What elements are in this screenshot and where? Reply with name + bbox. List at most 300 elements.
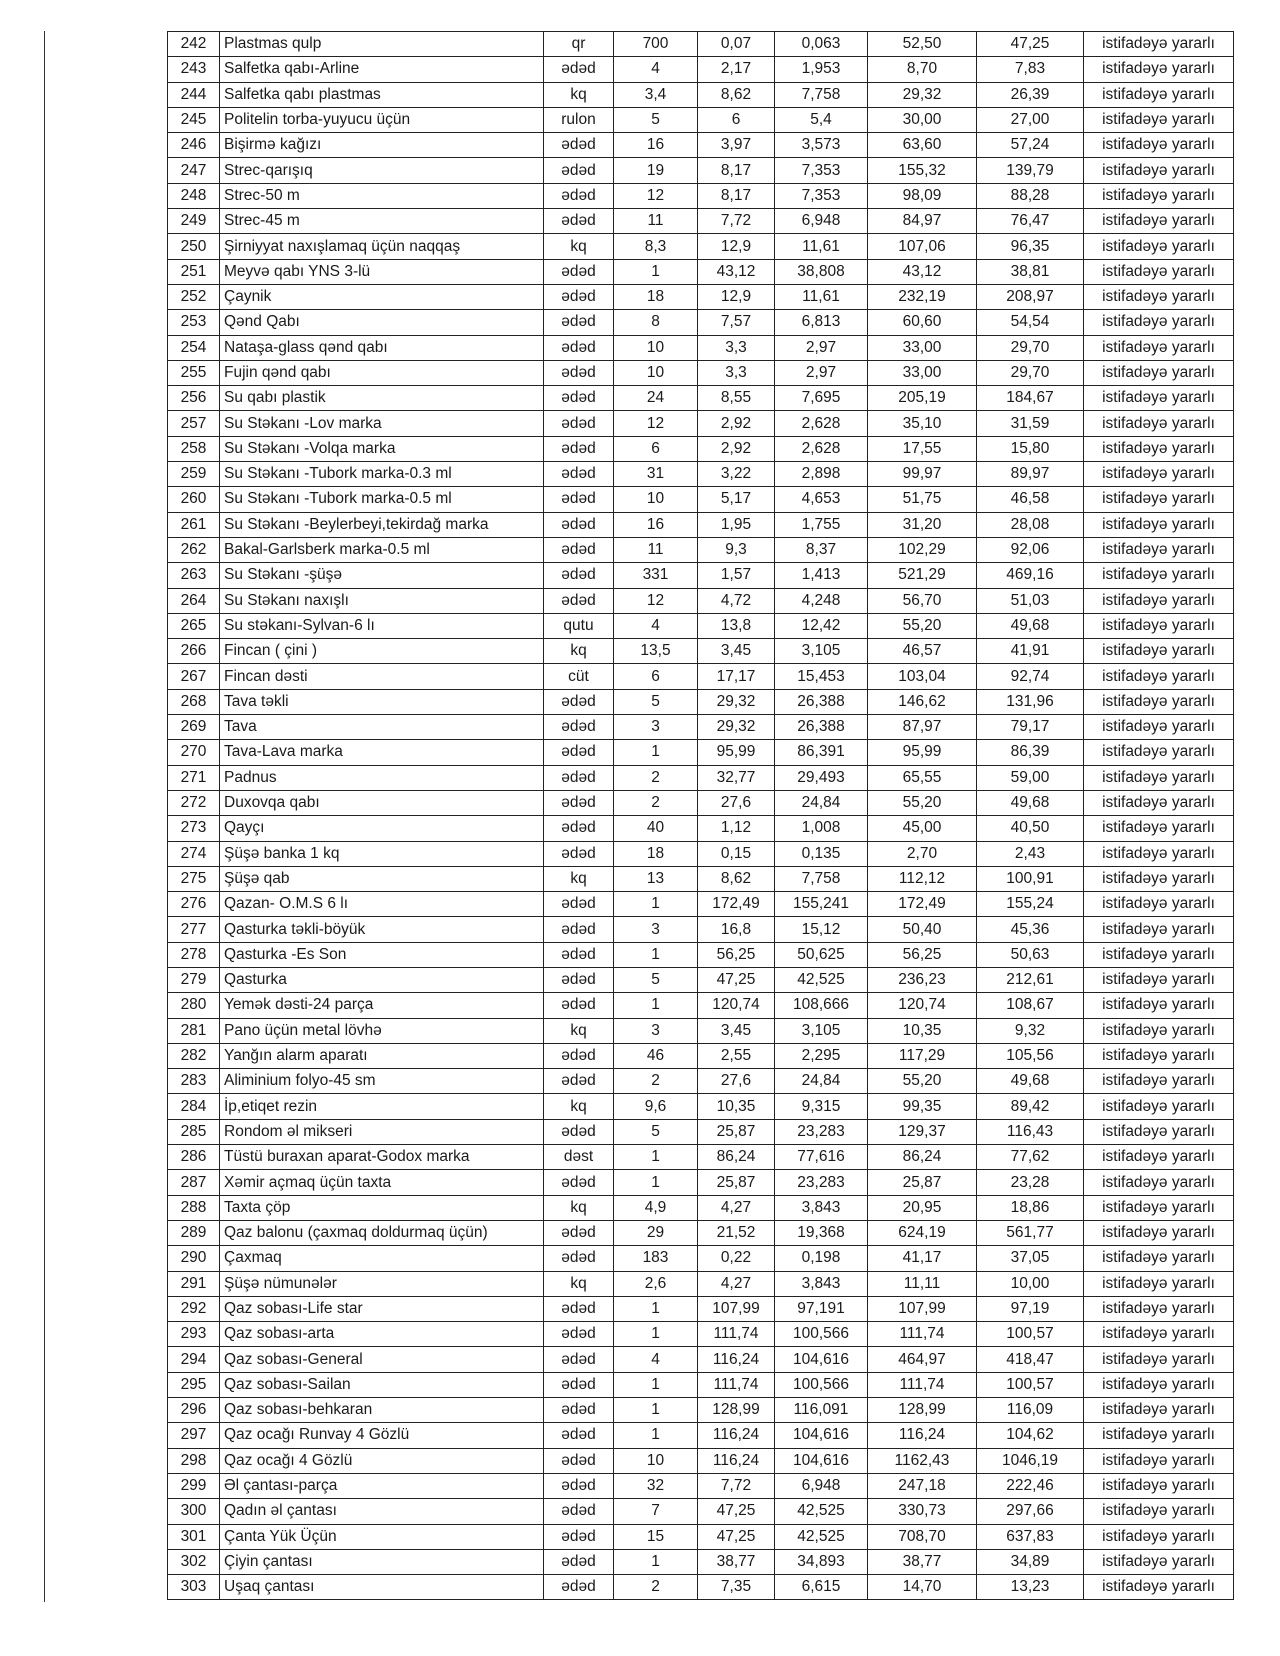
- residual-unit-price-cell: 1,755: [775, 512, 868, 537]
- residual-unit-price-cell: 11,61: [775, 234, 868, 259]
- total-amount-cell: 129,37: [868, 1119, 977, 1144]
- unit-cell: ədəd: [544, 1423, 614, 1448]
- item-name-cell: Fincan dəsti: [220, 664, 544, 689]
- quantity-cell: 18: [614, 284, 698, 309]
- table-row: [168, 335, 1234, 360]
- item-name-cell: Su stəkanı-Sylvan-6 lı: [220, 613, 544, 638]
- residual-amount-cell: 31,59: [977, 411, 1084, 436]
- unit-price-cell: 27,6: [698, 1069, 775, 1094]
- total-amount-cell: 65,55: [868, 765, 977, 790]
- condition-status-cell: istifadəyə yararlı: [1084, 82, 1234, 107]
- table-row: [168, 993, 1234, 1018]
- condition-status-cell: istifadəyə yararlı: [1084, 133, 1234, 158]
- residual-unit-price-cell: 11,61: [775, 284, 868, 309]
- table-row: [168, 664, 1234, 689]
- unit-price-cell: 17,17: [698, 664, 775, 689]
- quantity-cell: 12: [614, 411, 698, 436]
- residual-unit-price-cell: 2,295: [775, 1043, 868, 1068]
- table-row: [168, 563, 1234, 588]
- residual-unit-price-cell: 2,628: [775, 411, 868, 436]
- residual-amount-cell: 108,67: [977, 993, 1084, 1018]
- table-row: [168, 1145, 1234, 1170]
- residual-amount-cell: 89,97: [977, 462, 1084, 487]
- condition-status-cell: istifadəyə yararlı: [1084, 1575, 1234, 1600]
- residual-unit-price-cell: 6,948: [775, 1473, 868, 1498]
- residual-amount-cell: 100,91: [977, 866, 1084, 891]
- unit-price-cell: 111,74: [698, 1322, 775, 1347]
- total-amount-cell: 111,74: [868, 1372, 977, 1397]
- inventory-table-body: [168, 32, 1234, 1600]
- total-amount-cell: 11,11: [868, 1271, 977, 1296]
- item-name-cell: Qasturka: [220, 967, 544, 992]
- unit-price-cell: 116,24: [698, 1347, 775, 1372]
- table-row: [168, 740, 1234, 765]
- total-amount-cell: 41,17: [868, 1246, 977, 1271]
- row-number-cell: 264: [168, 588, 220, 613]
- item-name-cell: Qənd Qabı: [220, 310, 544, 335]
- unit-price-cell: 38,77: [698, 1549, 775, 1574]
- item-name-cell: Qaz sobası-Life star: [220, 1296, 544, 1321]
- unit-cell: qr: [544, 32, 614, 57]
- unit-price-cell: 32,77: [698, 765, 775, 790]
- condition-status-cell: istifadəyə yararlı: [1084, 386, 1234, 411]
- quantity-cell: 16: [614, 133, 698, 158]
- residual-unit-price-cell: 7,695: [775, 386, 868, 411]
- unit-price-cell: 1,12: [698, 816, 775, 841]
- residual-amount-cell: 208,97: [977, 284, 1084, 309]
- total-amount-cell: 205,19: [868, 386, 977, 411]
- row-number-cell: 301: [168, 1524, 220, 1549]
- unit-price-cell: 2,17: [698, 57, 775, 82]
- row-number-cell: 263: [168, 563, 220, 588]
- unit-cell: ədəd: [544, 133, 614, 158]
- condition-status-cell: istifadəyə yararlı: [1084, 158, 1234, 183]
- unit-price-cell: 12,9: [698, 284, 775, 309]
- residual-unit-price-cell: 26,388: [775, 715, 868, 740]
- condition-status-cell: istifadəyə yararlı: [1084, 866, 1234, 891]
- condition-status-cell: istifadəyə yararlı: [1084, 1119, 1234, 1144]
- unit-price-cell: 56,25: [698, 942, 775, 967]
- condition-status-cell: istifadəyə yararlı: [1084, 512, 1234, 537]
- residual-unit-price-cell: 8,37: [775, 537, 868, 562]
- total-amount-cell: 51,75: [868, 487, 977, 512]
- residual-unit-price-cell: 100,566: [775, 1372, 868, 1397]
- total-amount-cell: 31,20: [868, 512, 977, 537]
- item-name-cell: Fincan ( çini ): [220, 639, 544, 664]
- unit-cell: ədəd: [544, 1246, 614, 1271]
- item-name-cell: Qaz sobası-General: [220, 1347, 544, 1372]
- unit-cell: kq: [544, 234, 614, 259]
- item-name-cell: İp,etiqet rezin: [220, 1094, 544, 1119]
- row-number-cell: 248: [168, 183, 220, 208]
- row-number-cell: 274: [168, 841, 220, 866]
- unit-price-cell: 9,3: [698, 537, 775, 562]
- residual-unit-price-cell: 2,898: [775, 462, 868, 487]
- residual-unit-price-cell: 108,666: [775, 993, 868, 1018]
- condition-status-cell: istifadəyə yararlı: [1084, 1296, 1234, 1321]
- condition-status-cell: istifadəyə yararlı: [1084, 1473, 1234, 1498]
- quantity-cell: 31: [614, 462, 698, 487]
- row-number-cell: 292: [168, 1296, 220, 1321]
- item-name-cell: Tava-Lava marka: [220, 740, 544, 765]
- table-row: [168, 133, 1234, 158]
- residual-unit-price-cell: 77,616: [775, 1145, 868, 1170]
- residual-unit-price-cell: 2,97: [775, 360, 868, 385]
- unit-cell: ədəd: [544, 537, 614, 562]
- total-amount-cell: 43,12: [868, 259, 977, 284]
- condition-status-cell: istifadəyə yararlı: [1084, 740, 1234, 765]
- condition-status-cell: istifadəyə yararlı: [1084, 1499, 1234, 1524]
- table-row: [168, 1246, 1234, 1271]
- row-number-cell: 245: [168, 107, 220, 132]
- total-amount-cell: 25,87: [868, 1170, 977, 1195]
- residual-unit-price-cell: 116,091: [775, 1398, 868, 1423]
- row-number-cell: 295: [168, 1372, 220, 1397]
- unit-price-cell: 16,8: [698, 917, 775, 942]
- quantity-cell: 13: [614, 866, 698, 891]
- total-amount-cell: 45,00: [868, 816, 977, 841]
- row-number-cell: 282: [168, 1043, 220, 1068]
- unit-cell: kq: [544, 1195, 614, 1220]
- item-name-cell: Qaz ocağı 4 Gözlü: [220, 1448, 544, 1473]
- residual-amount-cell: 2,43: [977, 841, 1084, 866]
- item-name-cell: Fujin qənd qabı: [220, 360, 544, 385]
- item-name-cell: Əl çantası-parça: [220, 1473, 544, 1498]
- total-amount-cell: 8,70: [868, 57, 977, 82]
- row-number-cell: 303: [168, 1575, 220, 1600]
- residual-unit-price-cell: 4,248: [775, 588, 868, 613]
- unit-cell: ədəd: [544, 1296, 614, 1321]
- unit-price-cell: 172,49: [698, 892, 775, 917]
- item-name-cell: Xəmir açmaq üçün taxta: [220, 1170, 544, 1195]
- unit-cell: ədəd: [544, 1069, 614, 1094]
- quantity-cell: 10: [614, 487, 698, 512]
- total-amount-cell: 1162,43: [868, 1448, 977, 1473]
- unit-cell: ədəd: [544, 462, 614, 487]
- total-amount-cell: 128,99: [868, 1398, 977, 1423]
- total-amount-cell: 33,00: [868, 360, 977, 385]
- table-row: [168, 284, 1234, 309]
- row-number-cell: 269: [168, 715, 220, 740]
- quantity-cell: 40: [614, 816, 698, 841]
- unit-price-cell: 47,25: [698, 1499, 775, 1524]
- quantity-cell: 3: [614, 917, 698, 942]
- unit-price-cell: 4,27: [698, 1271, 775, 1296]
- quantity-cell: 4: [614, 1347, 698, 1372]
- total-amount-cell: 55,20: [868, 613, 977, 638]
- row-number-cell: 265: [168, 613, 220, 638]
- residual-amount-cell: 29,70: [977, 335, 1084, 360]
- unit-cell: ədəd: [544, 816, 614, 841]
- total-amount-cell: 52,50: [868, 32, 977, 57]
- unit-price-cell: 116,24: [698, 1423, 775, 1448]
- table-row: [168, 158, 1234, 183]
- unit-cell: ədəd: [544, 841, 614, 866]
- unit-price-cell: 95,99: [698, 740, 775, 765]
- condition-status-cell: istifadəyə yararlı: [1084, 259, 1234, 284]
- residual-amount-cell: 51,03: [977, 588, 1084, 613]
- table-row: [168, 639, 1234, 664]
- unit-price-cell: 13,8: [698, 613, 775, 638]
- item-name-cell: Qaz sobası-arta: [220, 1322, 544, 1347]
- quantity-cell: 11: [614, 209, 698, 234]
- total-amount-cell: 56,25: [868, 942, 977, 967]
- quantity-cell: 2: [614, 765, 698, 790]
- residual-unit-price-cell: 3,843: [775, 1195, 868, 1220]
- row-number-cell: 288: [168, 1195, 220, 1220]
- table-row: [168, 967, 1234, 992]
- unit-price-cell: 0,07: [698, 32, 775, 57]
- total-amount-cell: 17,55: [868, 436, 977, 461]
- quantity-cell: 3,4: [614, 82, 698, 107]
- residual-amount-cell: 297,66: [977, 1499, 1084, 1524]
- quantity-cell: 13,5: [614, 639, 698, 664]
- residual-amount-cell: 47,25: [977, 32, 1084, 57]
- unit-price-cell: 47,25: [698, 1524, 775, 1549]
- table-row: [168, 234, 1234, 259]
- row-number-cell: 275: [168, 866, 220, 891]
- quantity-cell: 2: [614, 1575, 698, 1600]
- total-amount-cell: 86,24: [868, 1145, 977, 1170]
- quantity-cell: 1: [614, 259, 698, 284]
- row-number-cell: 259: [168, 462, 220, 487]
- item-name-cell: Su Stəkanı -Lov marka: [220, 411, 544, 436]
- unit-price-cell: 7,57: [698, 310, 775, 335]
- residual-amount-cell: 9,32: [977, 1018, 1084, 1043]
- table-row: [168, 689, 1234, 714]
- quantity-cell: 1: [614, 942, 698, 967]
- total-amount-cell: 87,97: [868, 715, 977, 740]
- quantity-cell: 2,6: [614, 1271, 698, 1296]
- condition-status-cell: istifadəyə yararlı: [1084, 967, 1234, 992]
- residual-unit-price-cell: 7,758: [775, 866, 868, 891]
- residual-unit-price-cell: 23,283: [775, 1119, 868, 1144]
- unit-price-cell: 29,32: [698, 715, 775, 740]
- residual-amount-cell: 45,36: [977, 917, 1084, 942]
- quantity-cell: 2: [614, 1069, 698, 1094]
- item-name-cell: Qazan- O.M.S 6 lı: [220, 892, 544, 917]
- quantity-cell: 1: [614, 1423, 698, 1448]
- table-row: [168, 613, 1234, 638]
- unit-cell: ədəd: [544, 917, 614, 942]
- condition-status-cell: istifadəyə yararlı: [1084, 310, 1234, 335]
- residual-unit-price-cell: 29,493: [775, 765, 868, 790]
- table-row: [168, 1170, 1234, 1195]
- total-amount-cell: 56,70: [868, 588, 977, 613]
- condition-status-cell: istifadəyə yararlı: [1084, 790, 1234, 815]
- item-name-cell: Strec-50 m: [220, 183, 544, 208]
- row-number-cell: 243: [168, 57, 220, 82]
- item-name-cell: Su Stəkanı -Tubork marka-0.3 ml: [220, 462, 544, 487]
- item-name-cell: Çanta Yük Üçün: [220, 1524, 544, 1549]
- unit-price-cell: 0,15: [698, 841, 775, 866]
- quantity-cell: 32: [614, 1473, 698, 1498]
- unit-cell: rulon: [544, 107, 614, 132]
- residual-unit-price-cell: 50,625: [775, 942, 868, 967]
- item-name-cell: Şüşə nümunələr: [220, 1271, 544, 1296]
- table-row: [168, 57, 1234, 82]
- row-number-cell: 247: [168, 158, 220, 183]
- table-row: [168, 917, 1234, 942]
- condition-status-cell: istifadəyə yararlı: [1084, 639, 1234, 664]
- condition-status-cell: istifadəyə yararlı: [1084, 1195, 1234, 1220]
- condition-status-cell: istifadəyə yararlı: [1084, 32, 1234, 57]
- item-name-cell: Salfetka qabı-Arline: [220, 57, 544, 82]
- unit-cell: ədəd: [544, 1322, 614, 1347]
- unit-price-cell: 6: [698, 107, 775, 132]
- condition-status-cell: istifadəyə yararlı: [1084, 942, 1234, 967]
- quantity-cell: 5: [614, 967, 698, 992]
- table-row: [168, 1018, 1234, 1043]
- unit-price-cell: 27,6: [698, 790, 775, 815]
- residual-amount-cell: 100,57: [977, 1322, 1084, 1347]
- residual-amount-cell: 184,67: [977, 386, 1084, 411]
- condition-status-cell: istifadəyə yararlı: [1084, 1372, 1234, 1397]
- condition-status-cell: istifadəyə yararlı: [1084, 335, 1234, 360]
- unit-cell: ədəd: [544, 1448, 614, 1473]
- table-row: [168, 537, 1234, 562]
- residual-amount-cell: 50,63: [977, 942, 1084, 967]
- residual-unit-price-cell: 4,653: [775, 487, 868, 512]
- quantity-cell: 2: [614, 790, 698, 815]
- quantity-cell: 24: [614, 386, 698, 411]
- residual-amount-cell: 28,08: [977, 512, 1084, 537]
- unit-cell: ədəd: [544, 740, 614, 765]
- table-row: [168, 1119, 1234, 1144]
- unit-price-cell: 111,74: [698, 1372, 775, 1397]
- quantity-cell: 1: [614, 1372, 698, 1397]
- unit-price-cell: 0,22: [698, 1246, 775, 1271]
- residual-amount-cell: 79,17: [977, 715, 1084, 740]
- total-amount-cell: 624,19: [868, 1220, 977, 1245]
- condition-status-cell: istifadəyə yararlı: [1084, 563, 1234, 588]
- item-name-cell: Su Stəkanı -Tubork marka-0.5 ml: [220, 487, 544, 512]
- residual-unit-price-cell: 19,368: [775, 1220, 868, 1245]
- residual-amount-cell: 116,43: [977, 1119, 1084, 1144]
- unit-price-cell: 2,92: [698, 436, 775, 461]
- condition-status-cell: istifadəyə yararlı: [1084, 613, 1234, 638]
- unit-cell: ədəd: [544, 892, 614, 917]
- unit-price-cell: 7,72: [698, 1473, 775, 1498]
- row-number-cell: 297: [168, 1423, 220, 1448]
- residual-amount-cell: 10,00: [977, 1271, 1084, 1296]
- unit-cell: ədəd: [544, 1524, 614, 1549]
- quantity-cell: 4: [614, 57, 698, 82]
- unit-cell: ədəd: [544, 284, 614, 309]
- item-name-cell: Bişirmə kağızı: [220, 133, 544, 158]
- item-name-cell: Qaz sobası-Sailan: [220, 1372, 544, 1397]
- condition-status-cell: istifadəyə yararlı: [1084, 993, 1234, 1018]
- row-number-cell: 262: [168, 537, 220, 562]
- quantity-cell: 5: [614, 107, 698, 132]
- item-name-cell: Aliminium folyo-45 sm: [220, 1069, 544, 1094]
- residual-unit-price-cell: 2,97: [775, 335, 868, 360]
- unit-price-cell: 8,17: [698, 183, 775, 208]
- residual-unit-price-cell: 9,315: [775, 1094, 868, 1119]
- unit-cell: kq: [544, 866, 614, 891]
- quantity-cell: 3: [614, 1018, 698, 1043]
- unit-cell: qutu: [544, 613, 614, 638]
- residual-amount-cell: 59,00: [977, 765, 1084, 790]
- residual-amount-cell: 100,57: [977, 1372, 1084, 1397]
- condition-status-cell: istifadəyə yararlı: [1084, 57, 1234, 82]
- unit-price-cell: 3,3: [698, 335, 775, 360]
- condition-status-cell: istifadəyə yararlı: [1084, 1170, 1234, 1195]
- residual-amount-cell: 40,50: [977, 816, 1084, 841]
- quantity-cell: 183: [614, 1246, 698, 1271]
- quantity-cell: 19: [614, 158, 698, 183]
- residual-amount-cell: 92,06: [977, 537, 1084, 562]
- unit-cell: ədəd: [544, 259, 614, 284]
- table-row: [168, 32, 1234, 57]
- condition-status-cell: istifadəyə yararlı: [1084, 1398, 1234, 1423]
- unit-price-cell: 25,87: [698, 1119, 775, 1144]
- condition-status-cell: istifadəyə yararlı: [1084, 1549, 1234, 1574]
- total-amount-cell: 60,60: [868, 310, 977, 335]
- unit-cell: dəst: [544, 1145, 614, 1170]
- quantity-cell: 16: [614, 512, 698, 537]
- total-amount-cell: 116,24: [868, 1423, 977, 1448]
- table-row: [168, 310, 1234, 335]
- unit-cell: ədəd: [544, 1119, 614, 1144]
- item-name-cell: Meyvə qabı YNS 3-lü: [220, 259, 544, 284]
- total-amount-cell: 35,10: [868, 411, 977, 436]
- total-amount-cell: 33,00: [868, 335, 977, 360]
- residual-unit-price-cell: 0,198: [775, 1246, 868, 1271]
- condition-status-cell: istifadəyə yararlı: [1084, 917, 1234, 942]
- row-number-cell: 272: [168, 790, 220, 815]
- total-amount-cell: 120,74: [868, 993, 977, 1018]
- residual-amount-cell: 139,79: [977, 158, 1084, 183]
- residual-unit-price-cell: 104,616: [775, 1448, 868, 1473]
- condition-status-cell: istifadəyə yararlı: [1084, 537, 1234, 562]
- row-number-cell: 286: [168, 1145, 220, 1170]
- item-name-cell: Yemək dəsti-24 parça: [220, 993, 544, 1018]
- quantity-cell: 6: [614, 664, 698, 689]
- row-number-cell: 267: [168, 664, 220, 689]
- residual-amount-cell: 7,83: [977, 57, 1084, 82]
- total-amount-cell: 107,06: [868, 234, 977, 259]
- condition-status-cell: istifadəyə yararlı: [1084, 487, 1234, 512]
- residual-amount-cell: 26,39: [977, 82, 1084, 107]
- residual-amount-cell: 34,89: [977, 1549, 1084, 1574]
- total-amount-cell: 14,70: [868, 1575, 977, 1600]
- condition-status-cell: istifadəyə yararlı: [1084, 765, 1234, 790]
- table-row: [168, 1195, 1234, 1220]
- residual-unit-price-cell: 7,353: [775, 183, 868, 208]
- quantity-cell: 8: [614, 310, 698, 335]
- total-amount-cell: 155,32: [868, 158, 977, 183]
- residual-amount-cell: 86,39: [977, 740, 1084, 765]
- quantity-cell: 18: [614, 841, 698, 866]
- residual-amount-cell: 76,47: [977, 209, 1084, 234]
- unit-price-cell: 4,27: [698, 1195, 775, 1220]
- unit-cell: ədəd: [544, 1549, 614, 1574]
- row-number-cell: 273: [168, 816, 220, 841]
- total-amount-cell: 247,18: [868, 1473, 977, 1498]
- item-name-cell: Qaz sobası-behkaran: [220, 1398, 544, 1423]
- residual-unit-price-cell: 3,105: [775, 1018, 868, 1043]
- quantity-cell: 1: [614, 1145, 698, 1170]
- residual-unit-price-cell: 38,808: [775, 259, 868, 284]
- unit-price-cell: 10,35: [698, 1094, 775, 1119]
- row-number-cell: 266: [168, 639, 220, 664]
- residual-amount-cell: 46,58: [977, 487, 1084, 512]
- residual-amount-cell: 96,35: [977, 234, 1084, 259]
- table-row: [168, 1549, 1234, 1574]
- condition-status-cell: istifadəyə yararlı: [1084, 689, 1234, 714]
- table-row: [168, 411, 1234, 436]
